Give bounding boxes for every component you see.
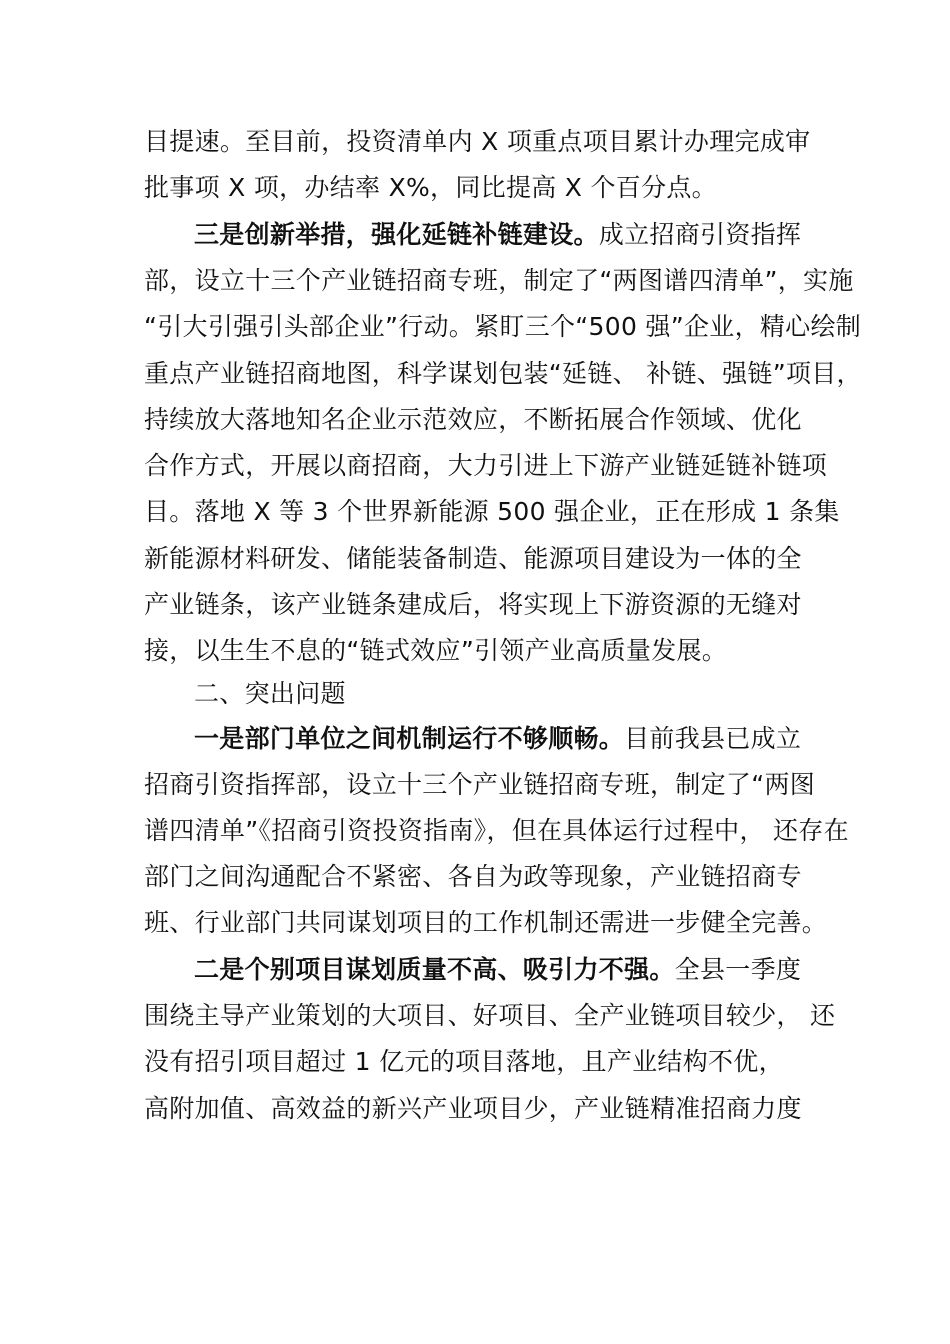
paragraph-heading-line	[194, 213, 801, 257]
body-text-line: 目提速。至目前，投资清单内 X 项重点项目累计办理完成审	[144, 127, 811, 156]
body-text-line: 谱四清单”《招商引资投资指南》，但在具体运行过程中， 还存在	[144, 816, 849, 845]
body-text: 成立招商引资指挥	[598, 220, 802, 249]
paragraph-heading-line	[194, 717, 801, 761]
section-heading: 二、突出问题	[194, 679, 346, 708]
body-text-line: 重点产业链招商地图，科学谋划包装“延链、 补链、强链”项目，	[144, 359, 862, 388]
body-text-line: 目。落地 X 等 3 个世界新能源 500 强企业，正在形成 1 条集	[144, 497, 840, 526]
body-text-line: 班、行业部门共同谋划项目的工作机制还需进一步健全完善。	[144, 908, 828, 937]
body-text-line: 合作方式，开展以商招商，大力引进上下游产业链延链补链项	[144, 451, 828, 480]
paragraph-heading: 一是部门单位之间机制运行不够顺畅。	[194, 724, 625, 753]
paragraph-heading: 二是个别项目谋划质量不高、吸引力不强。	[194, 955, 675, 984]
body-text-line: 部，设立十三个产业链招商专班，制定了“两图谱四清单”，实施	[144, 266, 854, 295]
body-text-line: 围绕主导产业策划的大项目、好项目、全产业链项目较少， 还	[144, 1001, 836, 1030]
paragraph-heading: 三是创新举措，强化延链补链建设。	[194, 220, 599, 249]
body-text-line: 产业链条，该产业链条建成后，将实现上下游资源的无缝对	[144, 590, 802, 619]
body-text: 全县一季度	[674, 955, 802, 984]
body-text-line: “引大引强引头部企业”行动。紧盯三个“500 强”企业，精心绘制	[144, 312, 862, 341]
body-text-line: 接，以生生不息的“链式效应”引领产业高质量发展。	[144, 636, 728, 665]
body-text-line: 没有招引项目超过 1 亿元的项目落地，且产业结构不优，	[144, 1047, 784, 1076]
body-text-line: 部门之间沟通配合不紧密、各自为政等现象，产业链招商专	[144, 862, 802, 891]
body-text: 目前我县已成立	[624, 724, 802, 753]
body-text-line: 批事项 X 项，办结率 X%，同比提高 X 个百分点。	[144, 173, 717, 202]
body-text-line: 高附加值、高效益的新兴产业项目少，产业链精准招商力度	[144, 1094, 802, 1123]
body-text-line: 持续放大落地知名企业示范效应，不断拓展合作领域、优化	[144, 405, 802, 434]
paragraph-heading-line	[194, 948, 801, 992]
body-text-line: 招商引资指挥部，设立十三个产业链招商专班，制定了“两图	[144, 770, 816, 799]
body-text-line: 新能源材料研发、储能装备制造、能源项目建设为一体的全	[144, 544, 802, 573]
